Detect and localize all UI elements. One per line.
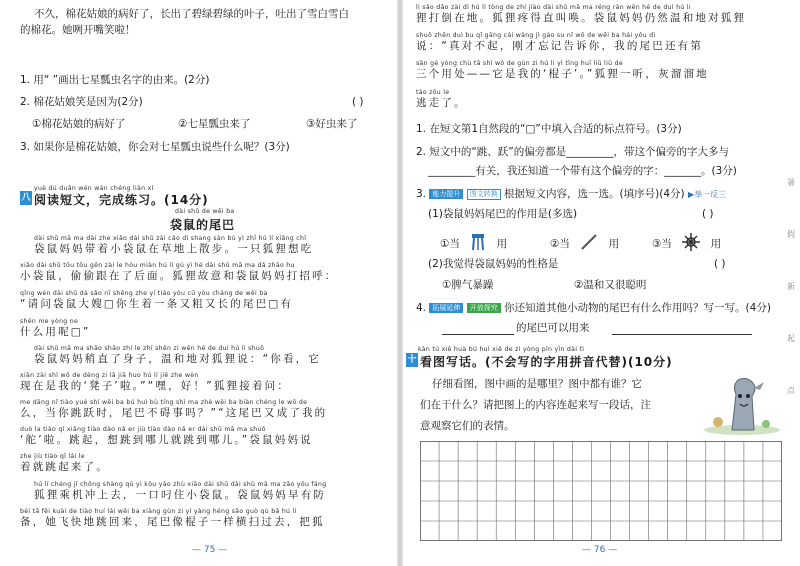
right-page [402, 0, 800, 566]
answer-blank[interactable] [442, 334, 514, 335]
passage-line: 现在是我的‘凳子’啦。”“嘿，好！”狐狸接着问： [20, 380, 291, 392]
pinyin-line: xiǎo dài shǔ tōu tōu gēn zài le hòu miàn hú lí gù yì hé dài shǔ mā ma dǎ zhāo hu [20, 262, 295, 269]
q3-sub-1: (1)袋鼠妈妈尾巴的作用是(多选) [428, 208, 578, 220]
question-4-text: 你还知道其他小动物的尾巴有什么作用吗？写一写。(4分) [504, 302, 771, 314]
intro-line-1: 不久，棉花姑娘的病好了，长出了碧绿碧绿的叶子，吐出了雪白雪白 [34, 8, 349, 20]
question-3: 3. 如果你是棉花姑娘，你会对七星瓢虫说些什么呢？(3分) [20, 141, 290, 153]
passage-line: 说：“真对不起，刚才忘记告诉你，我的尾巴还有第 [416, 40, 704, 52]
left-page [0, 0, 398, 566]
section-title: 阅读短文，完成练习。(14分) [34, 193, 209, 207]
q3-icon-option-2: ②当 用 [550, 232, 619, 256]
side-tab: 假 [787, 230, 795, 239]
passage-line: 袋鼠妈妈带着小袋鼠在草地上散步。一只狐狸想吃 [34, 243, 314, 255]
page-number: — 75 — [192, 545, 228, 555]
q3-icon-option-1: ①当 用 [440, 232, 507, 256]
writing-grid[interactable] [420, 441, 782, 541]
side-tab: 新 [787, 282, 795, 291]
passage-line: 什么用呢□” [20, 326, 91, 338]
answer-blank[interactable] [612, 334, 752, 335]
section-badge: 十 [407, 355, 417, 365]
pinyin-line: shén me yòng ne [20, 318, 79, 325]
q2-option-3: ③好虫来了 [306, 118, 358, 130]
question-1: 1. 在短文第1自然段的“□”中填入合适的标点符号。(3分) [416, 123, 682, 135]
question-1: 1. 用“ ”画出七星瓢虫名字的由来。(2分) [20, 74, 210, 86]
passage-line: 么，当你跳跃时，尾巴不碍事吗？”“这尾巴又成了我的 [20, 407, 328, 419]
open-tag: 开放探究 [467, 303, 501, 313]
passage-line: 逃走了。 [416, 97, 467, 109]
question-2: 2. 棉花姑娘笑是因为(2分) [20, 96, 143, 108]
page-number: — 76 — [582, 545, 618, 555]
pinyin-line: sān gè yòng chù tā shì wǒ de gùn zi hú li yì tīng huī liū liū de [416, 60, 623, 67]
pinyin-line: dài shǔ mā ma dài zhe xiǎo dài shǔ zài cǎo dì shang sàn bù yì zhī hú lí xiǎng chī [34, 235, 307, 242]
passage-title: 袋鼠的尾巴 [170, 218, 236, 232]
q3-sub2-option-2: ②温和又很聪明 [574, 279, 647, 291]
side-tab: 暑 [787, 178, 795, 187]
q3-icon-option-3: ③当 用 [652, 232, 721, 256]
section-title: 看图写话。(不会写的字用拼音代替)(10分) [420, 355, 673, 369]
pinyin-line: duò la tiào qǐ xiǎng tiào dào nǎ er jiù tiào dào nǎ er dài shǔ mā ma shuō [20, 426, 266, 433]
stool-icon [469, 232, 487, 256]
pinyin-line: bèi tā fēi kuài de tiào huí lái wěi ba xiàng gùn zi yí yàng héng sǎo guò qù bǎ hú lí [20, 508, 297, 515]
section-pinyin: yuè dú duǎn wén wán chéng liàn xí [34, 185, 154, 192]
tree-illustration [702, 372, 782, 436]
type-tag: 图文转换 [467, 189, 501, 200]
question-2-line-2: _________有关，我还知道一个带有这个偏旁的字：_______。(3分) [428, 165, 737, 177]
question-4: 4. 拓展延伸 开放探究 你还知道其他小动物的尾巴有什么作用吗？写一写。(4分) [416, 302, 771, 314]
extend-link[interactable]: ▶举一反三 [687, 190, 727, 199]
passage-line: 袋鼠妈妈稍直了身子，温和地对狐狸说：“你看，它 [34, 353, 322, 365]
rudder-icon [681, 232, 701, 256]
q4-answer-prefix: 的尾巴可以用来 [516, 322, 590, 334]
passage-line: 备，她飞快地跳回来，尾巴像棍子一样横扫过去，把狐 [20, 516, 325, 528]
pinyin-line: dài shǔ mā ma shāo shāo zhí le zhí shēn zi wēn hé de duì hú li shuō [34, 345, 265, 352]
passage-title-pinyin: dài shǔ de wěi ba [175, 208, 235, 215]
passage-line: 三个用处——它是我的‘棍子’。”狐狸一听，灰溜溜地 [416, 68, 709, 80]
q3-sub2-option-1: ①脾气暴躁 [442, 279, 494, 291]
passage-line: 着就跳起来了。 [20, 461, 109, 473]
question-3: 3. 能力提升 图文转换 根据短文内容，选一选。(填序号)(4分) ▶举一反三 [416, 188, 727, 200]
q2-option-2: ②七星瓢虫来了 [178, 118, 251, 130]
side-tab: 起 [787, 334, 795, 343]
passage-line: 狸打倒在地。狐狸疼得直叫唤。袋鼠妈妈仍然温和地对狐狸 [416, 12, 747, 24]
intro-line-2: 的棉花。她咧开嘴笑啦！ [20, 24, 136, 36]
q3-sub-2: (2)我觉得袋鼠妈妈的性格是 [428, 258, 559, 270]
pinyin-line: táo zǒu le [416, 89, 450, 96]
side-tab: 点 [787, 386, 795, 395]
prompt-line: 意观察它们的表情。 [420, 420, 515, 432]
passage-line: 狐狸乘机冲上去，一口叼住小袋鼠。袋鼠妈妈早有防 [34, 489, 327, 501]
q2-option-1: ①棉花姑娘的病好了 [32, 118, 126, 130]
passage-line: “请问袋鼠大嫂□你生着一条又粗又长的尾巴□有 [20, 298, 294, 310]
passage-line: ‘舵’啦。跳起，想跳到哪儿就跳到哪儿。”袋鼠妈妈说 [20, 434, 313, 446]
pinyin-line: zhe jiù tiào qǐ lái le [20, 453, 85, 460]
pinyin-line: li sǎo dǎo zài dì hú li tòng de zhí jiào dài shǔ mā ma réng rán wēn hé de duì hú li [416, 4, 691, 11]
pinyin-line: xiàn zài shì wǒ de dèng zi lā jiā huo hú lí jiē zhe wèn [20, 372, 199, 379]
question-3-text: 根据短文内容，选一选。(填序号)(4分) [504, 188, 685, 200]
extension-tag: 拓展延伸 [429, 303, 463, 313]
pinyin-line: qǐng wèn dài shǔ dà sǎo nǐ shēng zhe yí tiáo yòu cū yòu cháng de wěi ba [20, 290, 268, 297]
answer-paren[interactable]: ( ) [702, 208, 714, 220]
section-badge: 八 [21, 193, 31, 203]
pinyin-line: hú lí chéng jī chōng shàng qù yì kǒu yǎo zhù xiǎo dài shǔ dài shǔ mā ma zǎo yǒu fáng [34, 481, 327, 488]
prompt-line: 们在干什么？请把图上的内容连起来写一段话，注 [420, 399, 651, 411]
answer-paren[interactable]: ( ) [352, 96, 364, 108]
stick-icon [579, 232, 599, 256]
question-2-line-1: 2. 短文中的“跳、跃”的偏旁都是_________，带这个偏旁的字大多与 [416, 146, 729, 158]
answer-paren[interactable]: ( ) [714, 258, 726, 270]
prompt-line: 仔细看图，图中画的是哪里？图中都有谁？它 [432, 378, 642, 390]
pinyin-line: me dāng nǐ tiào yuè shí wěi ba bú huì bù tíng shì ma zhè wěi ba biàn chéng le wǒ de [20, 399, 308, 406]
section-pinyin: kàn tú xiě huà bú huì xiě de zì yòng pīn yīn dài tì [418, 346, 585, 353]
pinyin-line: shuō zhēn duì bu qǐ gāng cái wàng jì gào su nǐ wǒ de wěi ba hái yǒu dì [416, 32, 656, 39]
ability-tag: 能力提升 [429, 189, 463, 199]
passage-line: 小袋鼠，偷偷跟在了后面。狐狸故意和袋鼠妈妈打招呼： [20, 270, 338, 282]
